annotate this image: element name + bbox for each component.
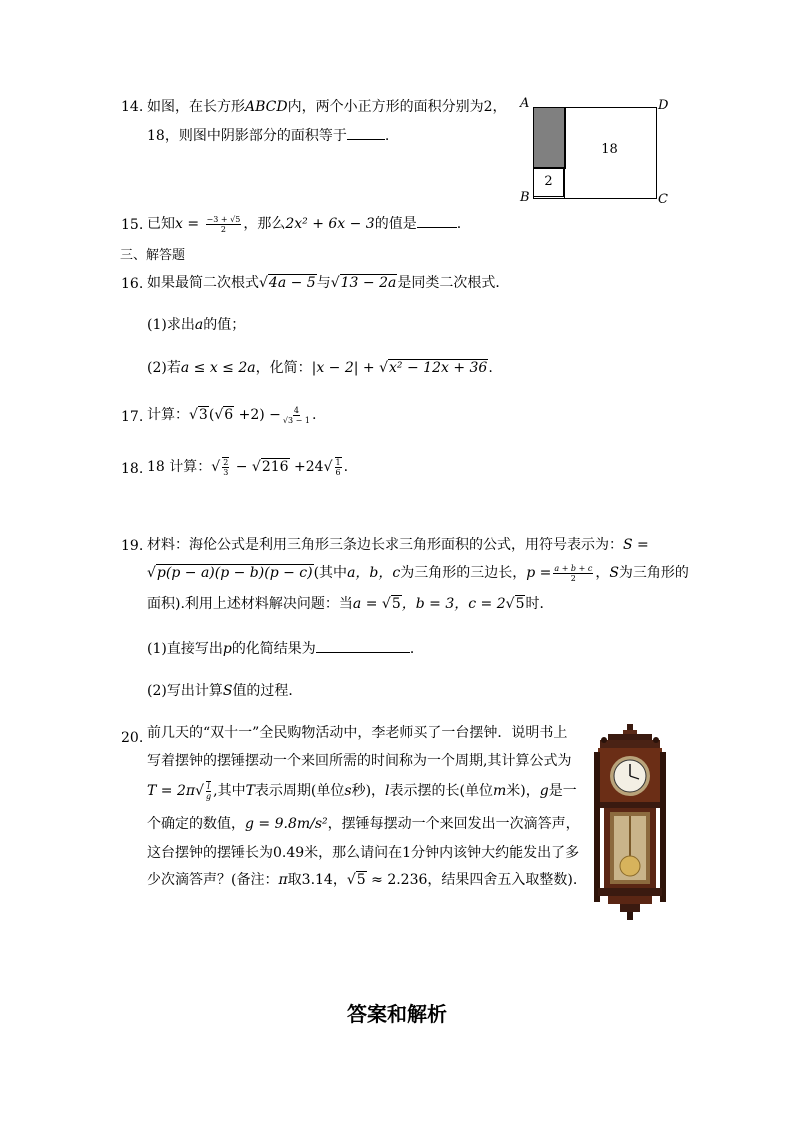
- answer-blank[interactable]: [417, 213, 457, 228]
- q19-part1: (1)直接写出p的化简结果为 ．: [147, 638, 424, 659]
- q20-line6: 少次滴答声？(备注：π取3.14，√5 ≈ 2.236，结果四舍五入取整数).: [147, 872, 578, 888]
- q15-line: 已知x = $\frac{-3 + √5}{2}$ ，那么2x² + 6x − 3的值是 .: [147, 214, 462, 234]
- answer-blank[interactable]: [316, 638, 410, 653]
- label-b: B: [520, 190, 530, 205]
- q16-line: 如果最简二次根式√4a − 5与√13 − 2a是同类二次根式．: [147, 275, 510, 291]
- q14-number: 14.: [121, 99, 144, 115]
- label-d: D: [658, 98, 669, 113]
- pendulum-clock-image: [590, 722, 670, 922]
- q18-number: 18.: [121, 461, 144, 477]
- q20-line4: 个确定的数值，g = 9.8m/s²，摆锤每摆动一个来回发出一次滴答声，: [147, 816, 580, 832]
- rectangle-figure: [518, 96, 678, 212]
- q14-line1: 如图，在长方形ABCD内，两个小正方形的面积分别为2，: [147, 99, 507, 115]
- q20-number: 20.: [121, 730, 144, 746]
- large-square-area: 18: [601, 142, 618, 157]
- q14-line2: 18，则图中阴影部分的面积等于 .: [147, 125, 389, 146]
- q19-number: 19.: [121, 538, 144, 554]
- q16-part1: (1)求出a的值；: [147, 317, 246, 333]
- q19-line1: 材料：海伦公式是利用三角形三条边长求三角形面积的公式，用符号表示为：S =: [147, 537, 649, 553]
- q19-line2: √p(p − a)(p − b)(p − c)(其中a，b，c为三角形的三边长，p = $\frac{a + b + c}{2}$ ，S为三角形的: [147, 563, 689, 583]
- q19-line3: 面积).利用上述材料解决问题：当a = √5，b = 3，c = 2√5时．: [147, 596, 554, 612]
- label-c: C: [658, 192, 668, 207]
- q16-number: 16.: [121, 276, 144, 292]
- label-a: A: [520, 96, 530, 111]
- q16-part2: (2)若a ≤ x ≤ 2a，化简：|x − 2| + √x² − 12x + 36.: [147, 360, 493, 376]
- q17-line: 计算：√3(√6 +2) − $\frac{4}{√3 - 1}$ .: [147, 405, 317, 425]
- answers-title: 答案和解析: [347, 1002, 447, 1026]
- answer-blank[interactable]: [347, 125, 385, 140]
- pendulum-clock-icon: [590, 722, 670, 922]
- shaded-region: [533, 107, 566, 169]
- q19-part2: (2)写出计算S值的过程．: [147, 683, 303, 699]
- q17-number: 17.: [121, 409, 144, 425]
- small-square-area: 2: [544, 174, 553, 189]
- section-heading: 三、解答题: [120, 248, 186, 263]
- q20-line3: T = 2π√ $\frac{l}{g}$ ,其中T表示周期(单位s秒)，l表示摆的长(单位m米)，g是一: [147, 782, 577, 801]
- q20-line5: 这台摆钟的摆锤长为0.49米，那么请问在1分钟内该钟大约能发出了多: [147, 845, 580, 861]
- q20-line2: 写着摆钟的摆锤摆动一个来回所需的时间称为一个周期,其计算公式为: [147, 753, 572, 769]
- q15-number: 15.: [121, 217, 144, 233]
- q18-line: 18 计算：√ $\frac{2}{3}$ − √216 +24√ $\frac{1}{6}$ .: [147, 458, 349, 477]
- q20-line1: 前几天的“双十一”全民购物活动中，李老师买了一台摆钟．说明书上: [147, 725, 568, 741]
